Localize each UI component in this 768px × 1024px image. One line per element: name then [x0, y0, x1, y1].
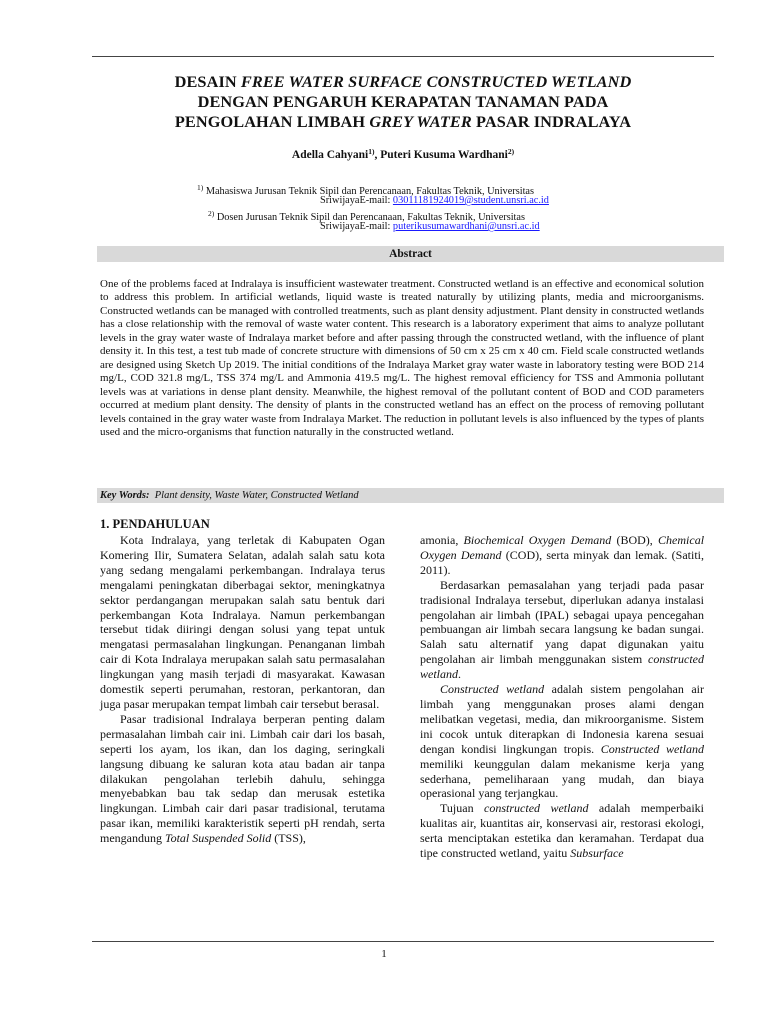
paragraph: Pasar tradisional Indralaya berperan penting dalam permasalahan limbah cair ini. Limbah cair dari los basah, seperti los ayam, los ikan, dan los daging, seringkali langsung dibuang ke saluran kota atau badan air tanpa dilakukan pengolahan terlebih dahulu, sehingga menyebabkan bau tak sedap dan merusak estetika lingkungan. Limbah cair dari pasar tradisional, terutama pasar ikan, memiliki karakteristik seperti pH rendah, serta mengandung Total Suspended Solid (TSS), [100, 711, 385, 846]
right-column [420, 533, 704, 861]
title-line-1: DESAIN FREE WATER SURFACE CONSTRUCTED WETLAND [174, 72, 632, 91]
email-link-2[interactable]: puterikusumawardhani@unsri.ac.id [392, 221, 540, 232]
author-list: Adella Cahyani$^{1)}$, Puteri Kusuma Wardhani$^{2)}$ [291, 147, 515, 161]
abstract-heading: Abstract [97, 246, 724, 262]
author-2: Puteri Kusuma Wardhani [380, 149, 508, 161]
paragraph: amonia, Biochemical Oxygen Demand (BOD), Chemical Oxygen Demand (COD), serta minyak dan lemak. (Satiti, 2011). [420, 533, 705, 577]
title-line-3: PENGOLAHAN LIMBAH GREY WATER PASAR INDRALAYA [174, 112, 632, 131]
keywords-label: Key Words: [100, 490, 150, 501]
keywords-text: Plant density, Waste Water, Constructed Wetland [154, 490, 359, 501]
abstract-text: One of the problems faced at Indralaya is insufficient wastewater treatment. Constructed wetland is an effective and economical solution to address this problem. In artificial wetlands, liquid waste is treated naturally by utilizing plants, media and microorganisms. Constructed wetlands can be managed with controlled treatments, such as plant density adjustment. Plant density in constructed wetlands has a close relationship with the removal of waste water content. This research is a laboratory experiment that aims to analyze pollutant levels in the gray water waste of Indralaya market before and after passing through the constructed wetland, with the influence of plant density it. In this test, a test tub made of concrete structure with dimensions of 50 cm x 25 cm x 40 cm. Field scale constructed wetlands are designed using Sketch Up 2019. The initial conditions of the Indralaya Market gray water waste in laboratory testing were BOD 214 mg/L, COD 321.8 mg/L, TSS 374 mg/L and Ammonia 419.5 mg/L. The highest removal efficiency for TSS and Ammonia pollutant levels was at variations in dense plant density. Meanwhile, the highest removal of the pollutant content of BOD and COD parameters occurred at medium plant density. The density of plants in the constructed wetland has an effect on the process of removing pollutant levels contained in the gray water waste from Indralaya Market. The reduction in pollutant levels is also influenced by the types of plants used and the micro-organisms that function naturally in the constructed wetland. [100, 278, 704, 438]
left-column [100, 533, 385, 846]
author-1: Adella Cahyani [291, 149, 369, 161]
affiliation-2-line-2: SriwijayaE-mail: puterikusumawardhani@unsri.ac.id [320, 221, 540, 232]
affiliation-2-line-1: $^{2)}$ Dosen Jurusan Teknik Sipil dan Perencanaan, Fakultas Teknik, Universitas [208, 209, 525, 223]
top-rule [92, 56, 714, 57]
section-heading: 1. PENDAHULUAN [100, 517, 210, 531]
paper-title [92, 72, 714, 132]
page-number: 1 [381, 948, 387, 960]
paragraph: Kota Indralaya, yang terletak di Kabupaten Ogan Komering Ilir, Sumatera Selatan, adalah salah satu kota yang sedang mengalami perkembangan. Indralaya terus mengalami peningkatan diberbagai sektor, meningkatnya sektor perdangangan merupakan salah satu bentuk dari perkembangan Kota Indralaya. Namun perkembangan tersebut tidak diiringi dengan solusi yang tepat untuk mengatasi permasalahan lingkungan. Penanganan limbah cair di Kota Indralaya merupakan salah satu permasalahan lingkungan yang masih terjadi di masyarakat. Kawasan domestik seperti perumahan, restoran, perkantoran, dan juga pasar merupakan tempat limbah cair tersebut berasal. [100, 533, 385, 711]
bottom-rule [92, 941, 714, 942]
affiliation-1-line-1: $^{1)}$ Mahasiswa Jurusan Teknik Sipil dan Perencanaan, Fakultas Teknik, Universitas [197, 183, 535, 197]
paragraph: Berdasarkan pemasalahan yang terjadi pada pasar tradisional Indralaya tersebut, diperlukan adanya instalasi pengolahan air limbah (IPAL) sebagai upaya pencegahan pembuangan air limbah secara langsung ke badan sungai. Salah satu alternatif yang dapat digunakan yaitu pengolahan air limbah menggunakan sistem constructed wetland. [420, 577, 704, 682]
keywords-bar [97, 488, 724, 503]
affiliation-1-line-2: SriwijayaE-mail: 03011181924019@student.unsri.ac.id [320, 195, 549, 206]
paragraph: Constructed wetland adalah sistem pengolahan air limbah yang menggunakan proses alami dengan melibatkan vegetasi, media, dan mikroorganisme. Sistem ini cocok untuk diterapkan di Indonesia karena sesuai dengan kondisi lingkungan tropis. Constructed wetland memiliki keunggulan dalam mekanisme kerja yang sederhana, pemeliharaan yang mudah, dan biaya operasional yang terjangkau. [420, 682, 704, 801]
paragraph: Tujuan constructed wetland adalah memperbaiki kualitas air, kuantitas air, konservasi air, restorasi ekologi, serta menciptakan estetika dan keramahan. Terdapat dua tipe constructed wetland, yaitu Subsurface [420, 801, 704, 861]
email-link-1[interactable]: 03011181924019@student.unsri.ac.id [392, 195, 549, 206]
title-line-2: DENGAN PENGARUH KERAPATAN TANAMAN PADA [197, 92, 609, 111]
